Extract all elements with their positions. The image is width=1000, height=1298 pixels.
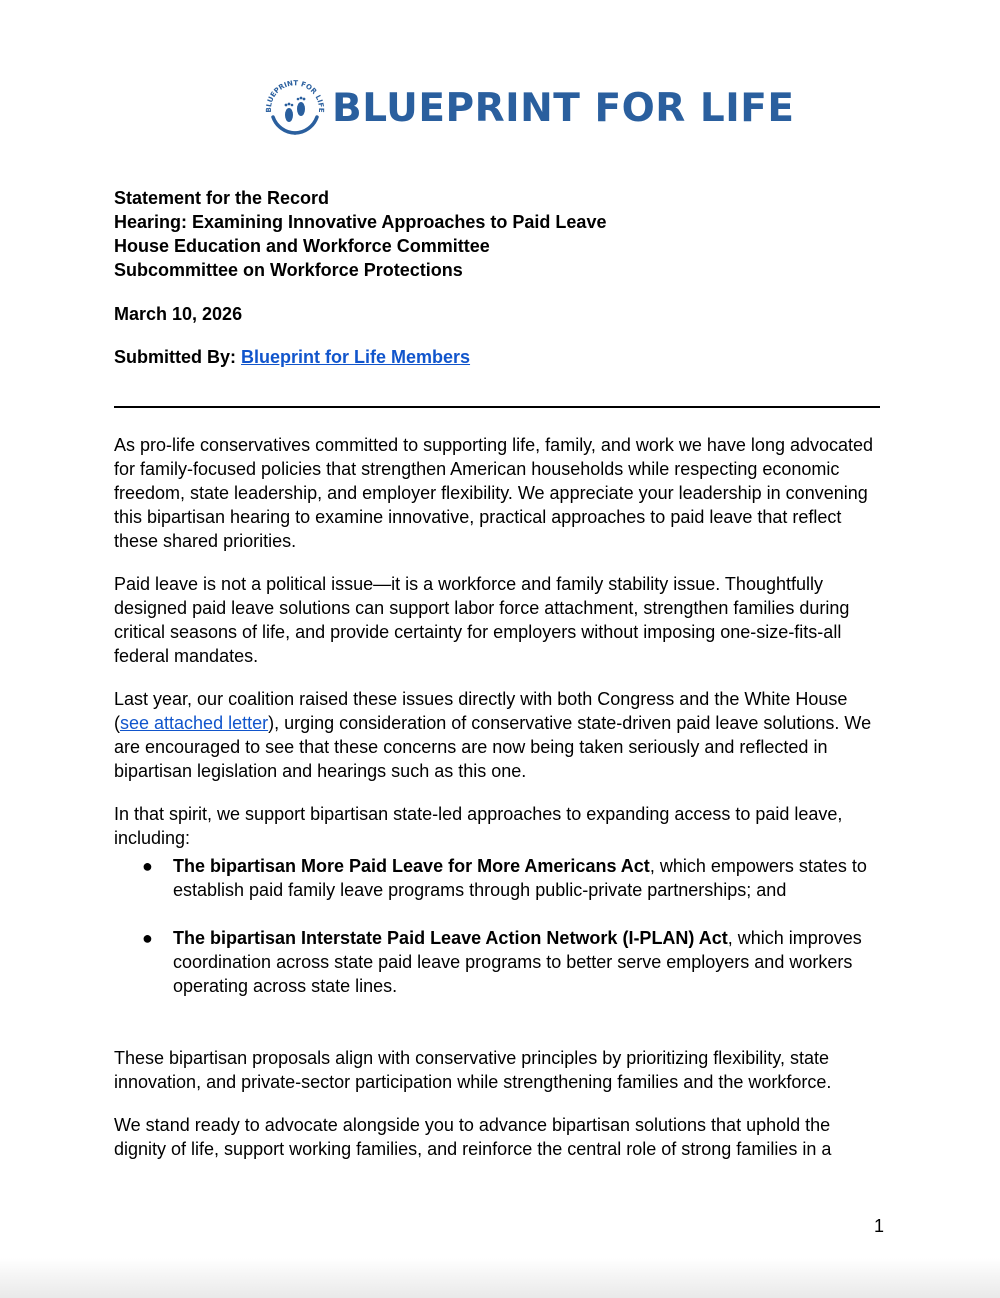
statement-body (114, 433, 880, 1180)
submitted-by-label: Submitted By: (114, 347, 242, 367)
header-line-committee: House Education and Workforce Committee (114, 236, 490, 256)
logo-wordmark: BLUEPRINT FOR LIFE (332, 85, 795, 131)
members-link[interactable]: Blueprint for Life Members (241, 347, 471, 367)
attached-letter-link[interactable]: see attached letter (120, 713, 269, 733)
paragraph-1: As pro-life conservatives committed to supporting life, family, and work we have long advocated for family-focused policies that strengthen American households while respecting economic freedom, state leadership, and employer flexibility. We appreciate your leadership in convening this bipartisan hearing to examine innovative, practical approaches to paid leave that reflect these shared priorities. (114, 435, 874, 551)
bullet-icon: ● (142, 856, 153, 876)
paragraph-6: We stand ready to advocate alongside you to advance bipartisan solutions that uphold the dignity of life, support working families, and reinforce the central role of strong families in a (114, 1115, 832, 1159)
header-line-statement: Statement for the Record (114, 188, 330, 208)
paragraph-5: These bipartisan proposals align with conservative principles by prioritizing flexibility, state innovation, and private-sector participation while strengthening families and the workforce. (114, 1048, 832, 1092)
page-bottom-shadow (0, 1258, 1000, 1298)
list-item (114, 854, 880, 902)
paragraph-2: Paid leave is not a political issue—it is a workforce and family stability issue. Thoughtfully designed paid leave solutions can support labor force attachment, strengthen families during critical seasons of life, and provide certainty for employers without imposing one-size-fits-all federal mandates. (114, 574, 850, 666)
bill-list (114, 854, 880, 998)
bill-description: , which empowers states to establish paid family leave programs through public-private partnerships; and (173, 856, 867, 900)
header-line-subcommittee: Subcommittee on Workforce Protections (114, 260, 463, 280)
bill-description: , which improves coordination across state paid leave programs to better serve employers and workers operating across state lines. (173, 928, 862, 996)
paragraph-4: In that spirit, we support bipartisan state-led approaches to expanding access to paid leave, including: (114, 804, 843, 848)
header-line-hearing: Hearing: Examining Innovative Approaches to Paid Leave (114, 212, 607, 232)
list-item (114, 926, 880, 998)
logo-ring-text: BLUEPRINT FOR LIFE (264, 79, 326, 113)
paragraph-3-text-end: ), urging consideration of conservative state-driven paid leave solutions. We are encouraged to see that these concerns are now being taken seriously and reflected in bipartisan legislation and hearings such as this one. (114, 713, 872, 781)
blueprint-for-life-logo (264, 78, 795, 138)
submitted-by (114, 345, 880, 369)
bill-name: The bipartisan Interstate Paid Leave Action Network (I-PLAN) Act (173, 928, 728, 948)
horizontal-divider (114, 406, 880, 408)
bullet-icon: ● (142, 928, 153, 948)
statement-date: March 10, 2026 (114, 304, 243, 324)
page-number: 1 (874, 1216, 885, 1236)
paragraph-3-text-start: Last year, our coalition raised these issues directly with both Congress and the White House ( (114, 689, 848, 733)
bill-name: The bipartisan More Paid Leave for More Americans Act (173, 856, 650, 876)
statement-header (114, 186, 880, 282)
baby-footprints-icon (264, 77, 326, 139)
paragraph-3 (114, 687, 880, 783)
